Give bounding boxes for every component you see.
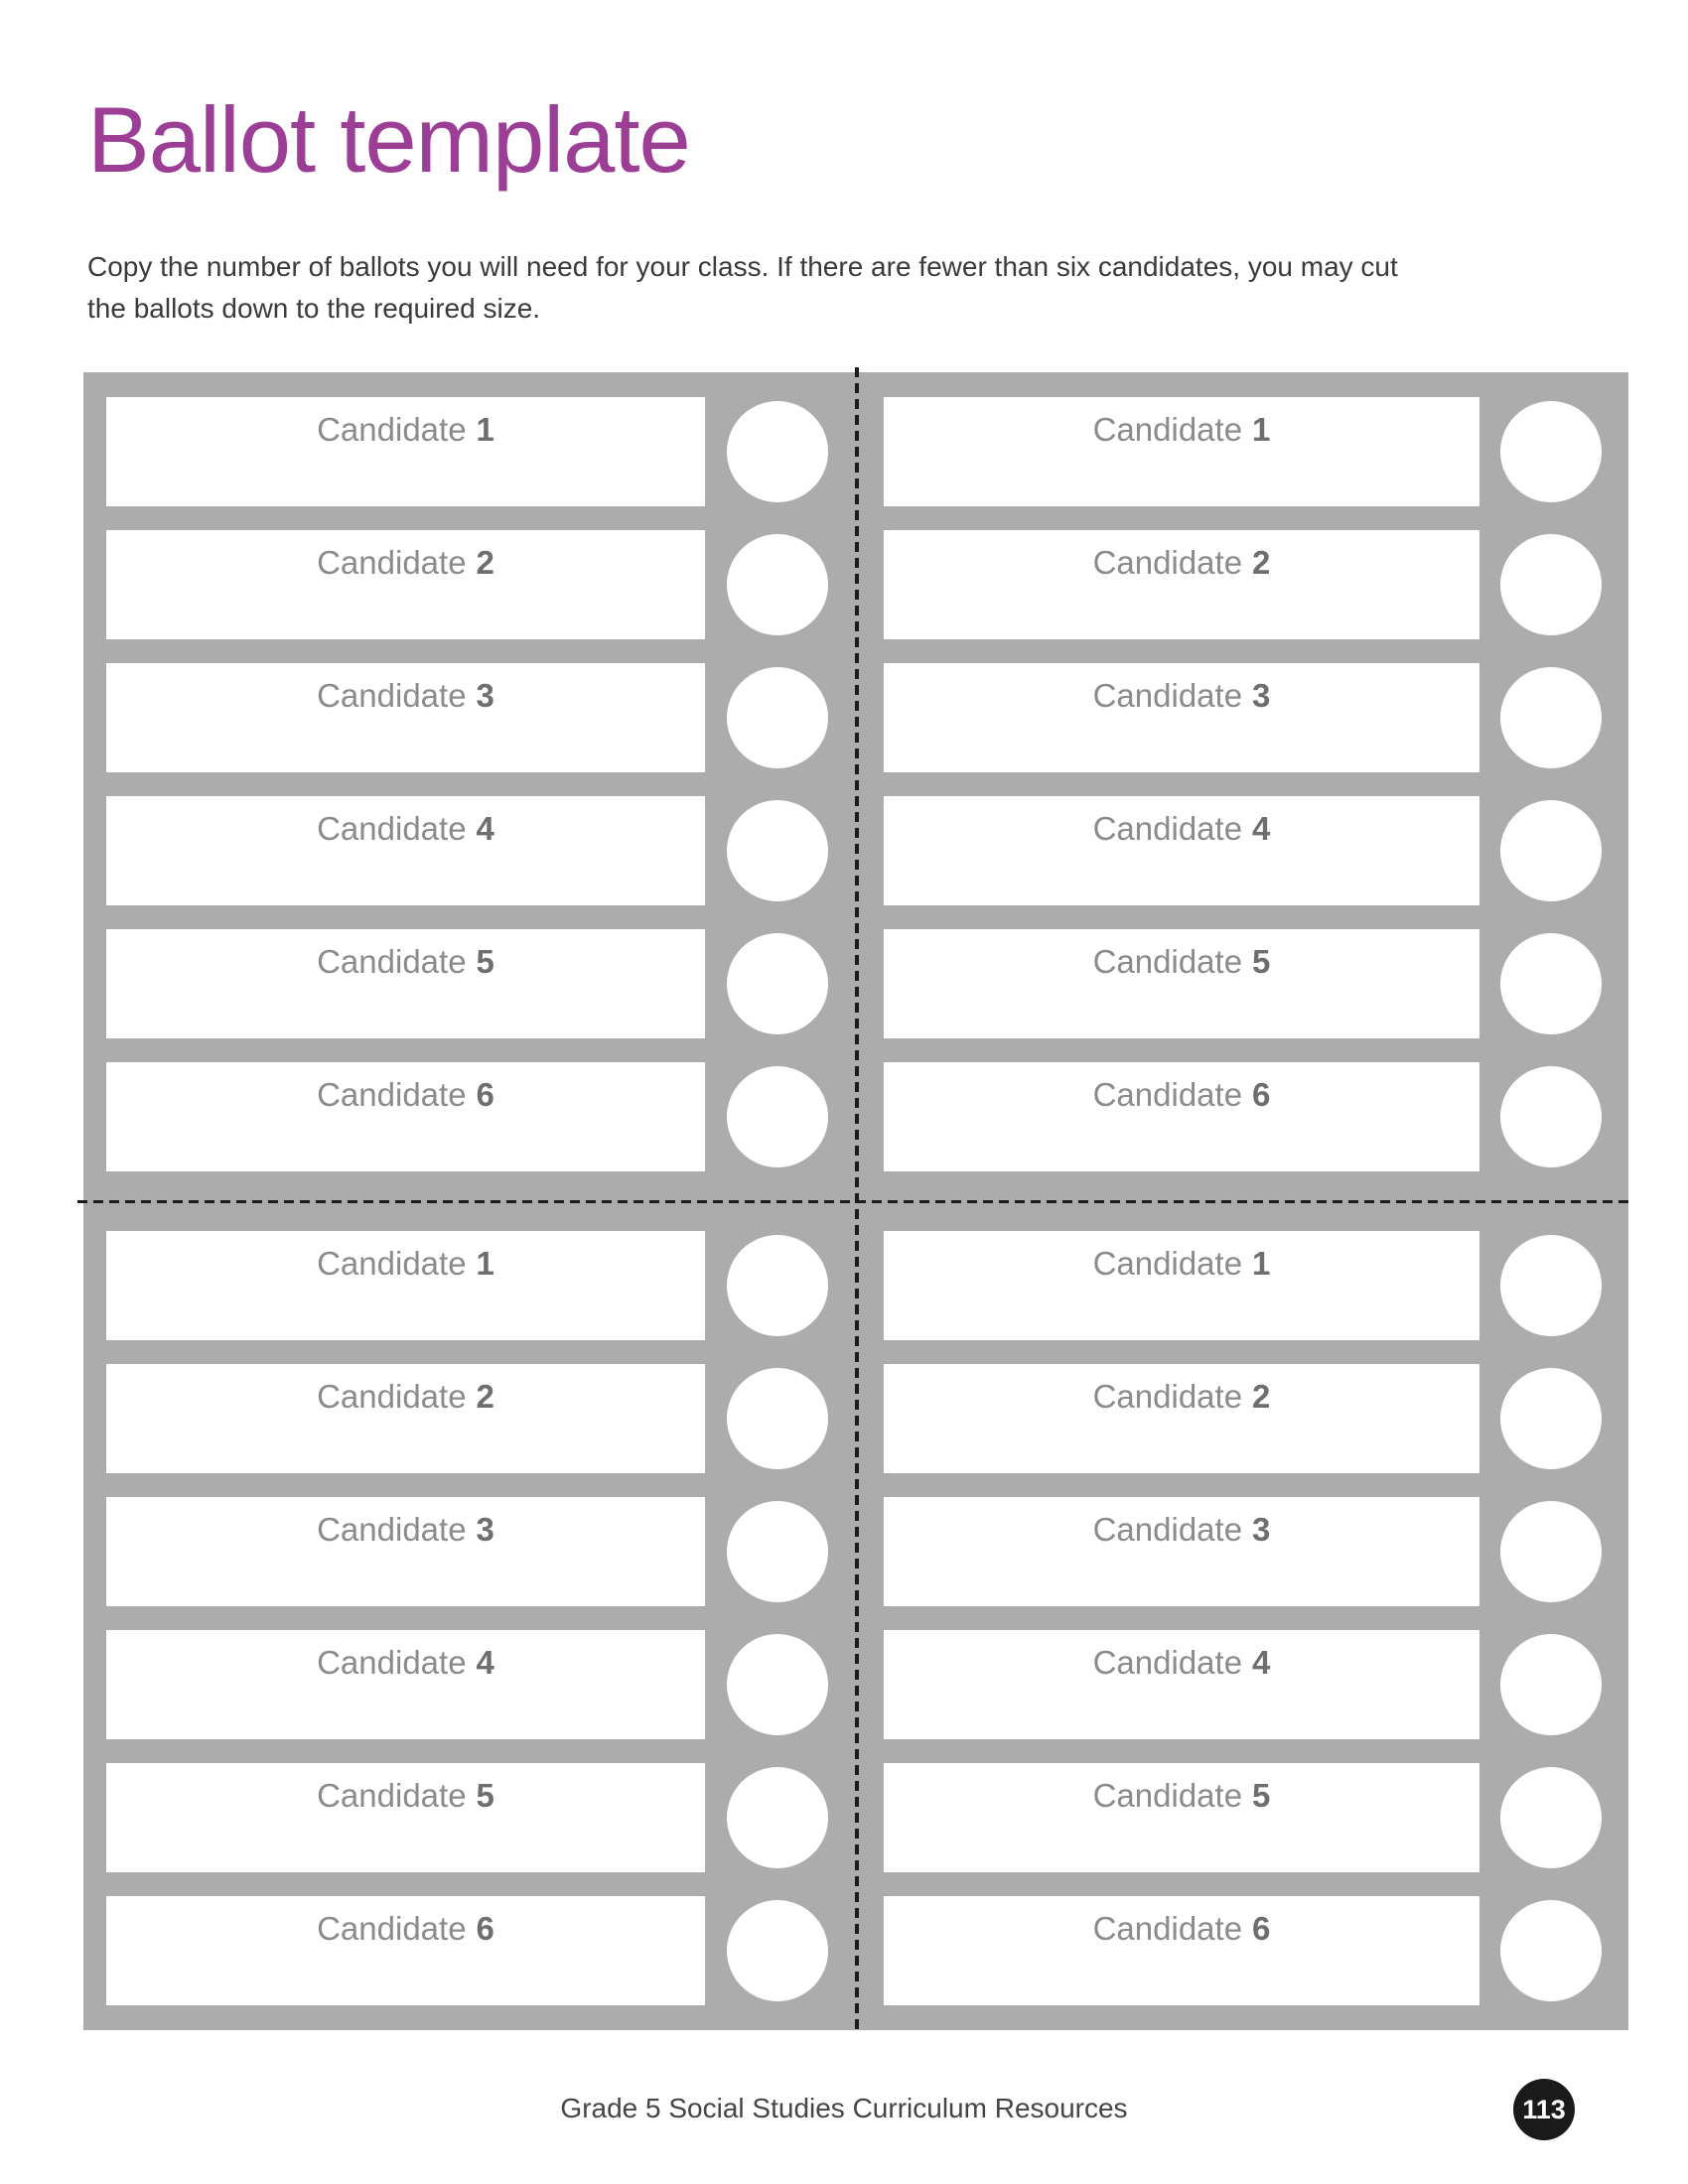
candidate-number: 4 (1252, 1644, 1271, 1681)
vote-bubble-zone (1479, 1497, 1622, 1606)
ballot-top-left (106, 397, 850, 1171)
candidate-row (884, 929, 1622, 1038)
candidate-label: Candidate (317, 677, 467, 714)
instructions-paragraph (87, 246, 1398, 330)
instructions-line-1: Copy the number of ballots you will need for your class. If there are fewer than six candidates, you may cut (87, 251, 1398, 282)
vote-bubble-zone (705, 1497, 850, 1606)
candidate-row (884, 1364, 1622, 1473)
vote-bubble-zone (705, 397, 850, 506)
candidate-number: 2 (1252, 1378, 1271, 1415)
candidate-name-box (884, 1364, 1479, 1473)
candidate-name-box (106, 1062, 705, 1171)
vote-bubble-zone (705, 1630, 850, 1739)
page-title: Ballot template (87, 87, 690, 192)
vote-bubble-zone (705, 1364, 850, 1473)
candidate-label: Candidate (317, 1777, 467, 1814)
vote-bubble (727, 1900, 828, 2001)
candidate-label: Candidate (1092, 1245, 1243, 1282)
candidate-row (106, 530, 850, 639)
candidate-number: 5 (1252, 943, 1271, 980)
candidate-name-box (106, 1497, 705, 1606)
page-number: 113 (1522, 2094, 1566, 2124)
ballot-bottom-right (884, 1231, 1622, 2005)
candidate-label: Candidate (1092, 1378, 1243, 1415)
candidate-label: Candidate (1092, 810, 1243, 847)
candidate-number: 4 (476, 810, 494, 847)
page-number-badge (1513, 2079, 1575, 2140)
candidate-row (106, 1497, 850, 1606)
candidate-row (106, 1364, 850, 1473)
candidate-label: Candidate (1092, 1910, 1243, 1947)
candidate-number: 6 (1252, 1076, 1271, 1113)
candidate-row (884, 1763, 1622, 1872)
candidate-label: Candidate (1092, 1076, 1243, 1113)
candidate-row (884, 1497, 1622, 1606)
candidate-row (106, 796, 850, 905)
candidate-name-box (884, 1497, 1479, 1606)
candidate-number: 1 (1252, 1245, 1271, 1282)
vote-bubble-zone (705, 1062, 850, 1171)
candidate-number: 2 (476, 544, 494, 581)
candidate-label: Candidate (1092, 1511, 1243, 1548)
vote-bubble (1500, 1634, 1602, 1735)
vote-bubble-zone (705, 1763, 850, 1872)
candidate-number: 6 (476, 1910, 494, 1947)
vote-bubble-zone (1479, 663, 1622, 772)
candidate-row (106, 1896, 850, 2005)
vote-bubble-zone (705, 663, 850, 772)
ballot-top-right (884, 397, 1622, 1171)
candidate-number: 4 (476, 1644, 494, 1681)
candidate-row (884, 663, 1622, 772)
candidate-name-box (106, 796, 705, 905)
candidate-number: 6 (1252, 1910, 1271, 1947)
candidate-name-box (884, 663, 1479, 772)
ballot-bottom-left (106, 1231, 850, 2005)
candidate-name-box (884, 929, 1479, 1038)
vote-bubble (1500, 933, 1602, 1034)
vote-bubble (1500, 1900, 1602, 2001)
candidate-row (884, 397, 1622, 506)
candidate-number: 3 (1252, 677, 1271, 714)
candidate-row (884, 1630, 1622, 1739)
candidate-label: Candidate (1092, 677, 1243, 714)
candidate-name-box (106, 397, 705, 506)
candidate-name-box (106, 1231, 705, 1340)
vote-bubble (727, 1501, 828, 1602)
candidate-label: Candidate (317, 411, 467, 448)
candidate-label: Candidate (317, 1511, 467, 1548)
candidate-number: 1 (476, 411, 494, 448)
candidate-row (884, 1062, 1622, 1171)
vote-bubble-zone (1479, 1630, 1622, 1739)
candidate-row (106, 397, 850, 506)
candidate-row (106, 1231, 850, 1340)
footer-text: Grade 5 Social Studies Curriculum Resources (560, 2093, 1128, 2123)
vote-bubble (727, 1634, 828, 1735)
candidate-label: Candidate (1092, 544, 1243, 581)
candidate-name-box (884, 796, 1479, 905)
candidate-label: Candidate (317, 1378, 467, 1415)
candidate-label: Candidate (1092, 411, 1243, 448)
vote-bubble (1500, 1767, 1602, 1868)
candidate-name-box (884, 1062, 1479, 1171)
candidate-label: Candidate (1092, 1644, 1243, 1681)
candidate-label: Candidate (317, 943, 467, 980)
candidate-number: 5 (476, 1777, 494, 1814)
vote-bubble (727, 1767, 828, 1868)
vote-bubble (1500, 800, 1602, 901)
candidate-name-box (106, 530, 705, 639)
vote-bubble (1500, 1368, 1602, 1469)
candidate-label: Candidate (317, 810, 467, 847)
candidate-row (106, 1763, 850, 1872)
vote-bubble (1500, 667, 1602, 768)
candidate-name-box (106, 1364, 705, 1473)
candidate-row (106, 1630, 850, 1739)
vote-bubble-zone (705, 530, 850, 639)
vote-bubble-zone (1479, 1231, 1622, 1340)
horizontal-cut-line (77, 1200, 1634, 1203)
candidate-number: 1 (1252, 411, 1271, 448)
candidate-label: Candidate (1092, 1777, 1243, 1814)
candidate-row (106, 1062, 850, 1171)
vote-bubble-zone (1479, 530, 1622, 639)
candidate-name-box (106, 1630, 705, 1739)
candidate-number: 1 (476, 1245, 494, 1282)
vote-bubble (727, 1235, 828, 1336)
vote-bubble (1500, 401, 1602, 502)
candidate-number: 5 (476, 943, 494, 980)
candidate-number: 3 (476, 677, 494, 714)
candidate-number: 6 (476, 1076, 494, 1113)
candidate-label: Candidate (317, 1076, 467, 1113)
candidate-name-box (106, 663, 705, 772)
candidate-row (106, 663, 850, 772)
vote-bubble-zone (1479, 1896, 1622, 2005)
candidate-name-box (884, 1231, 1479, 1340)
candidate-name-box (106, 1763, 705, 1872)
vote-bubble-zone (1479, 1364, 1622, 1473)
candidate-row (884, 796, 1622, 905)
vote-bubble-zone (1479, 929, 1622, 1038)
candidate-name-box (884, 1630, 1479, 1739)
vote-bubble (727, 933, 828, 1034)
candidate-number: 5 (1252, 1777, 1271, 1814)
candidate-row (884, 1896, 1622, 2005)
vote-bubble-zone (705, 1896, 850, 2005)
candidate-name-box (884, 1896, 1479, 2005)
vote-bubble (1500, 534, 1602, 635)
vote-bubble (727, 1066, 828, 1167)
vote-bubble (1500, 1066, 1602, 1167)
vote-bubble-zone (1479, 397, 1622, 506)
vote-bubble-zone (705, 929, 850, 1038)
candidate-number: 2 (1252, 544, 1271, 581)
vote-bubble-zone (705, 796, 850, 905)
candidate-name-box (884, 397, 1479, 506)
candidate-number: 3 (1252, 1511, 1271, 1548)
candidate-number: 3 (476, 1511, 494, 1548)
vote-bubble (1500, 1235, 1602, 1336)
candidate-label: Candidate (317, 1245, 467, 1282)
vote-bubble (727, 401, 828, 502)
vote-bubble-zone (705, 1231, 850, 1340)
candidate-label: Candidate (317, 1644, 467, 1681)
candidate-name-box (884, 1763, 1479, 1872)
candidate-row (884, 530, 1622, 639)
vote-bubble (727, 800, 828, 901)
ballot-sheet (83, 372, 1628, 2030)
candidate-row (884, 1231, 1622, 1340)
candidate-label: Candidate (1092, 943, 1243, 980)
vote-bubble (727, 534, 828, 635)
candidate-label: Candidate (317, 544, 467, 581)
candidate-number: 4 (1252, 810, 1271, 847)
instructions-line-2: the ballots down to the required size. (87, 293, 541, 324)
vote-bubble (727, 1368, 828, 1469)
candidate-number: 2 (476, 1378, 494, 1415)
vote-bubble-zone (1479, 1763, 1622, 1872)
candidate-name-box (106, 1896, 705, 2005)
vote-bubble (1500, 1501, 1602, 1602)
candidate-name-box (884, 530, 1479, 639)
candidate-name-box (106, 929, 705, 1038)
vote-bubble (727, 667, 828, 768)
candidate-row (106, 929, 850, 1038)
vote-bubble-zone (1479, 1062, 1622, 1171)
candidate-label: Candidate (317, 1910, 467, 1947)
vote-bubble-zone (1479, 796, 1622, 905)
